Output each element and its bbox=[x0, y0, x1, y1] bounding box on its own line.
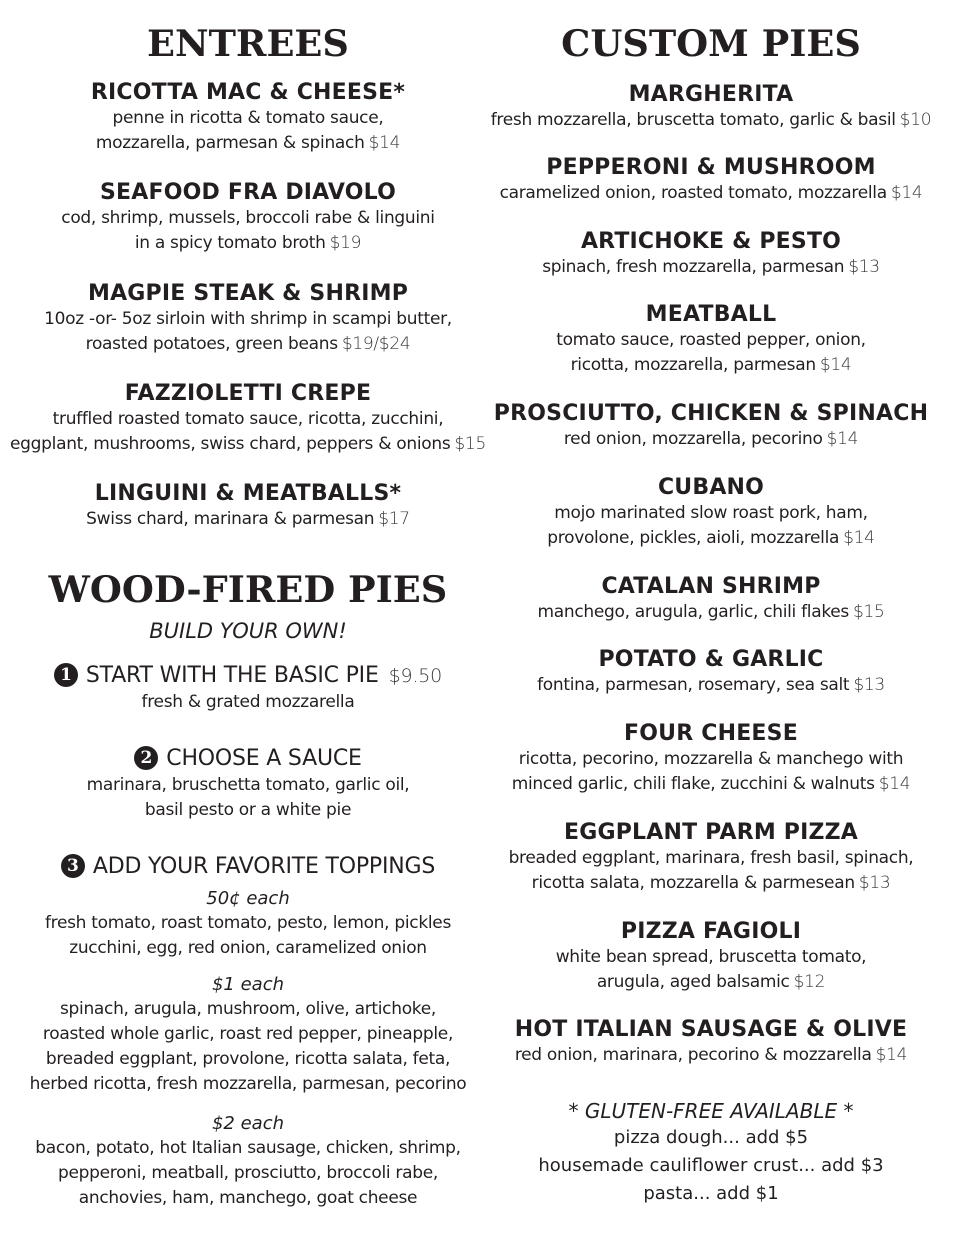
item-price: $14 bbox=[878, 774, 911, 794]
item-price: $13 bbox=[848, 257, 880, 277]
item-desc: white bean spread, bruscetta tomato, bbox=[555, 947, 867, 967]
tier-desc: herbed ricotta, fresh mozzarella, parmesan, pecorino bbox=[29, 1074, 467, 1094]
step-desc: fresh & grated mozzarella bbox=[141, 692, 355, 712]
step-label: CHOOSE A SAUCE bbox=[166, 746, 362, 771]
item-desc: ricotta salata, mozzarella & parmesean bbox=[531, 873, 855, 893]
item-desc: fontina, parmesan, rosemary, sea salt bbox=[537, 675, 850, 695]
menu-item bbox=[472, 229, 950, 280]
tier-label: $2 each bbox=[211, 1113, 285, 1134]
item-desc: mojo marinated slow roast pork, ham, bbox=[554, 503, 868, 523]
topping-tier-2 bbox=[0, 1112, 496, 1211]
item-desc: manchego, arugula, garlic, chili flakes bbox=[537, 602, 849, 622]
step-label: ADD YOUR FAVORITE TOPPINGS bbox=[92, 854, 436, 879]
menu-item bbox=[472, 1017, 950, 1068]
menu-item bbox=[472, 721, 950, 797]
step-2 bbox=[0, 745, 496, 823]
item-name: SEAFOOD FRA DIAVOLO bbox=[100, 180, 396, 205]
item-desc: minced garlic, chili flake, zucchini & walnuts bbox=[511, 774, 875, 794]
item-price: $15 bbox=[852, 602, 885, 622]
item-desc: mozzarella, parmesan & spinach bbox=[95, 133, 365, 153]
item-price: $13 bbox=[858, 873, 891, 893]
item-name: PROSCIUTTO, CHICKEN & SPINACH bbox=[493, 401, 929, 426]
item-name: RICOTTA MAC & CHEESE* bbox=[90, 80, 406, 105]
step-price: $9.50 bbox=[388, 665, 443, 687]
item-name: PEPPERONI & MUSHROOM bbox=[546, 155, 876, 180]
tier-desc: anchovies, ham, manchego, goat cheese bbox=[78, 1188, 418, 1208]
menu-item bbox=[472, 574, 950, 625]
entrees-heading: ENTREES bbox=[147, 23, 349, 65]
item-desc: roasted potatoes, green beans bbox=[85, 334, 338, 354]
item-price: $19 bbox=[329, 233, 362, 253]
menu-item bbox=[472, 401, 950, 452]
item-price: $15 bbox=[454, 434, 486, 454]
item-desc: provolone, pickles, aioli, mozzarella bbox=[547, 528, 840, 548]
item-name: HOT ITALIAN SAUSAGE & OLIVE bbox=[514, 1017, 908, 1042]
item-desc: ricotta, pecorino, mozzarella & manchego with bbox=[518, 749, 904, 769]
item-price: $12 bbox=[793, 972, 826, 992]
item-name: MEATBALL bbox=[645, 302, 777, 327]
item-price: $13 bbox=[853, 675, 885, 695]
item-price: $14 bbox=[819, 355, 852, 375]
item-desc: fresh mozzarella, bruscetta tomato, garlic & basil bbox=[490, 110, 896, 130]
tier-label: $1 each bbox=[211, 974, 285, 995]
item-price: $17 bbox=[378, 509, 410, 529]
item-price: $19/$24 bbox=[341, 334, 411, 354]
item-name: FOUR CHEESE bbox=[624, 721, 798, 746]
item-name: FAZZIOLETTI CREPE bbox=[124, 381, 372, 406]
tier-desc: bacon, potato, hot Italian sausage, chicken, shrimp, bbox=[35, 1138, 461, 1158]
item-desc: red onion, marinara, pecorino & mozzarella bbox=[514, 1045, 872, 1065]
gluten-free-option: housemade cauliflower crust... add $3 bbox=[538, 1155, 884, 1176]
tier-desc: roasted whole garlic, roast red pepper, pineapple, bbox=[42, 1024, 454, 1044]
step-3 bbox=[0, 853, 496, 881]
item-price: $14 bbox=[875, 1045, 908, 1065]
custom-pies-heading: CUSTOM PIES bbox=[561, 23, 861, 65]
step-label: START WITH THE BASIC PIE bbox=[85, 663, 379, 688]
item-name: ARTICHOKE & PESTO bbox=[580, 229, 842, 254]
step-desc: basil pesto or a white pie bbox=[144, 800, 352, 820]
item-desc: in a spicy tomato broth bbox=[134, 233, 326, 253]
build-your-own-subtitle: BUILD YOUR OWN! bbox=[149, 619, 347, 643]
menu-item bbox=[472, 82, 950, 133]
item-name: LINGUINI & MEATBALLS* bbox=[94, 481, 402, 506]
item-name: POTATO & GARLIC bbox=[598, 647, 824, 672]
gluten-free-option: pasta... add $1 bbox=[643, 1183, 779, 1204]
tier-desc: breaded eggplant, provolone, ricotta salata, feta, bbox=[45, 1049, 451, 1069]
tier-desc: spinach, arugula, mushroom, olive, artichoke, bbox=[59, 999, 437, 1019]
number-2-icon: 2 bbox=[134, 746, 158, 770]
gluten-free-title: * GLUTEN-FREE AVAILABLE * bbox=[568, 1099, 854, 1123]
item-name: MARGHERITA bbox=[628, 82, 794, 107]
item-desc: cod, shrimp, mussels, broccoli rabe & linguini bbox=[61, 208, 435, 228]
item-name: PIZZA FAGIOLI bbox=[620, 919, 802, 944]
item-price: $14 bbox=[826, 429, 859, 449]
menu-item bbox=[0, 80, 496, 156]
gluten-free-section bbox=[472, 1098, 950, 1208]
menu-item bbox=[472, 302, 950, 378]
menu-item bbox=[472, 820, 950, 896]
menu-item bbox=[472, 919, 950, 995]
tier-desc: fresh tomato, roast tomato, pesto, lemon, pickles bbox=[44, 913, 452, 933]
item-desc: 10oz -or- 5oz sirloin with shrimp in scampi butter, bbox=[44, 309, 452, 329]
item-desc: eggplant, mushrooms, swiss chard, peppers & onions bbox=[10, 434, 451, 454]
item-desc: spinach, fresh mozzarella, parmesan bbox=[542, 257, 845, 277]
wood-fired-heading: WOOD-FIRED PIES bbox=[48, 569, 448, 611]
item-name: CATALAN SHRIMP bbox=[601, 574, 821, 599]
menu-item bbox=[472, 475, 950, 551]
item-desc: red onion, mozzarella, pecorino bbox=[563, 429, 823, 449]
menu-item bbox=[0, 281, 496, 357]
menu-item bbox=[472, 155, 950, 206]
item-desc: caramelized onion, roasted tomato, mozzarella bbox=[499, 183, 887, 203]
tier-desc: zucchini, egg, red onion, caramelized onion bbox=[69, 938, 427, 958]
item-desc: ricotta, mozzarella, parmesan bbox=[570, 355, 816, 375]
tier-label: 50¢ each bbox=[206, 888, 290, 909]
number-1-icon: 1 bbox=[54, 663, 78, 687]
item-desc: arugula, aged balsamic bbox=[596, 972, 790, 992]
item-price: $14 bbox=[843, 528, 875, 548]
item-price: $14 bbox=[890, 183, 923, 203]
topping-tier-50c bbox=[0, 887, 496, 961]
item-desc: tomato sauce, roasted pepper, onion, bbox=[556, 330, 866, 350]
number-3-icon: 3 bbox=[61, 854, 85, 878]
item-price: $14 bbox=[368, 133, 401, 153]
menu-item bbox=[472, 647, 950, 698]
tier-desc: pepperoni, meatball, prosciutto, broccoli rabe, bbox=[58, 1163, 438, 1183]
item-desc: penne in ricotta & tomato sauce, bbox=[112, 108, 384, 128]
step-1 bbox=[0, 662, 496, 715]
item-name: EGGPLANT PARM PIZZA bbox=[563, 820, 859, 845]
item-desc: truffled roasted tomato sauce, ricotta, zucchini, bbox=[52, 409, 444, 429]
gluten-free-option: pizza dough... add $5 bbox=[613, 1127, 809, 1148]
menu-item bbox=[0, 180, 496, 256]
item-desc: breaded eggplant, marinara, fresh basil, spinach, bbox=[508, 848, 914, 868]
menu-item bbox=[0, 381, 496, 457]
menu-item bbox=[0, 481, 496, 532]
item-name: CUBANO bbox=[657, 475, 765, 500]
item-price: $10 bbox=[899, 110, 932, 130]
item-name: MAGPIE STEAK & SHRIMP bbox=[87, 281, 409, 306]
step-desc: marinara, bruschetta tomato, garlic oil, bbox=[86, 775, 410, 795]
topping-tier-1 bbox=[0, 973, 496, 1097]
item-desc: Swiss chard, marinara & parmesan bbox=[86, 509, 375, 529]
